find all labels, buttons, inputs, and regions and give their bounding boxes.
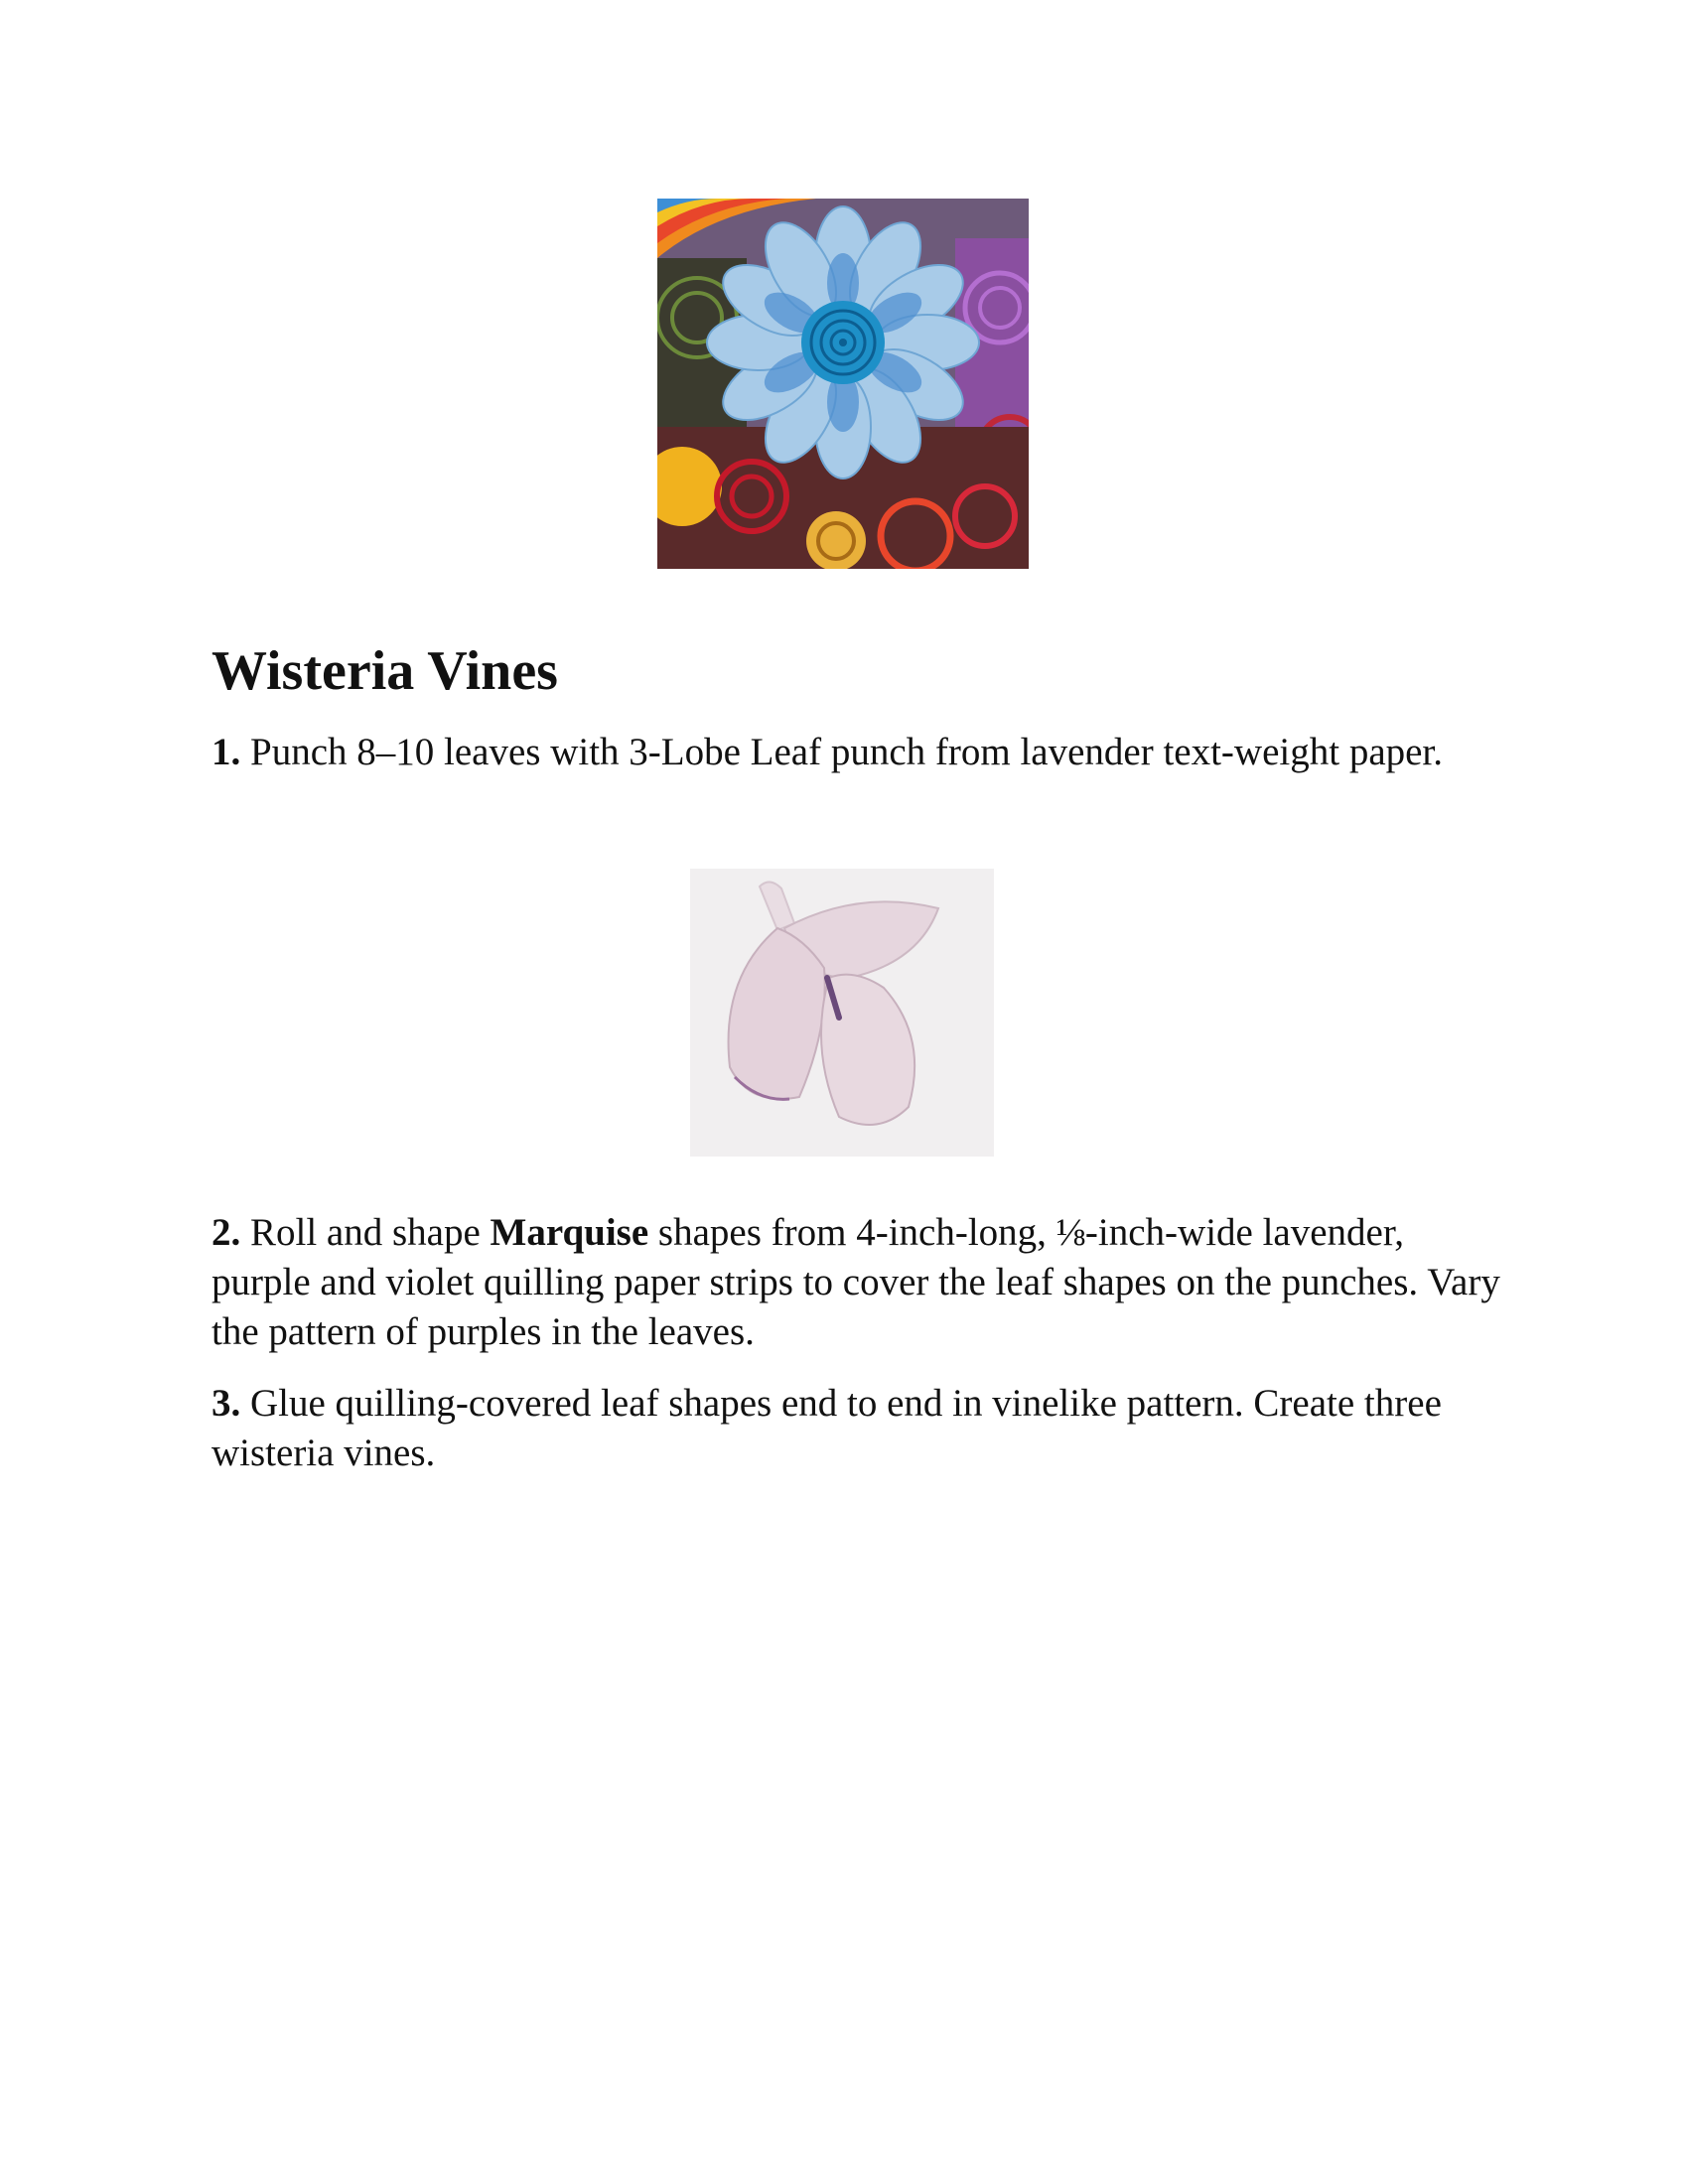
- step-3-number: 3.: [211, 1382, 241, 1425]
- step-3-text: Glue quilling-covered leaf shapes end to end in vinelike pattern. Create three wisteria vines.: [211, 1382, 1442, 1474]
- step-2-number: 2.: [211, 1211, 241, 1254]
- step-3: [211, 1379, 1502, 1478]
- step-2-bold-term: Marquise: [490, 1211, 649, 1254]
- leaf-punch-image: [690, 869, 994, 1157]
- quilled-flower-photo: [657, 199, 1029, 569]
- step-2-text-after: shapes from 4-inch-long, ⅛-inch-wide lavender, purple and violet quilling paper strips to cover the leaf shapes on the punches. Vary the pattern of purples in the leaves.: [211, 1211, 1500, 1353]
- quilled-flower-image: [657, 199, 1029, 569]
- step-2-text-before: Roll and shape: [250, 1211, 481, 1254]
- step-1-number: 1.: [211, 731, 241, 773]
- page-title: Wisteria Vines: [211, 640, 558, 702]
- step-2: [211, 1208, 1502, 1357]
- step-1-text: Punch 8–10 leaves with 3-Lobe Leaf punch from lavender text-weight paper.: [250, 731, 1444, 773]
- step-1: [211, 728, 1502, 777]
- leaf-punch-photo: [690, 869, 994, 1157]
